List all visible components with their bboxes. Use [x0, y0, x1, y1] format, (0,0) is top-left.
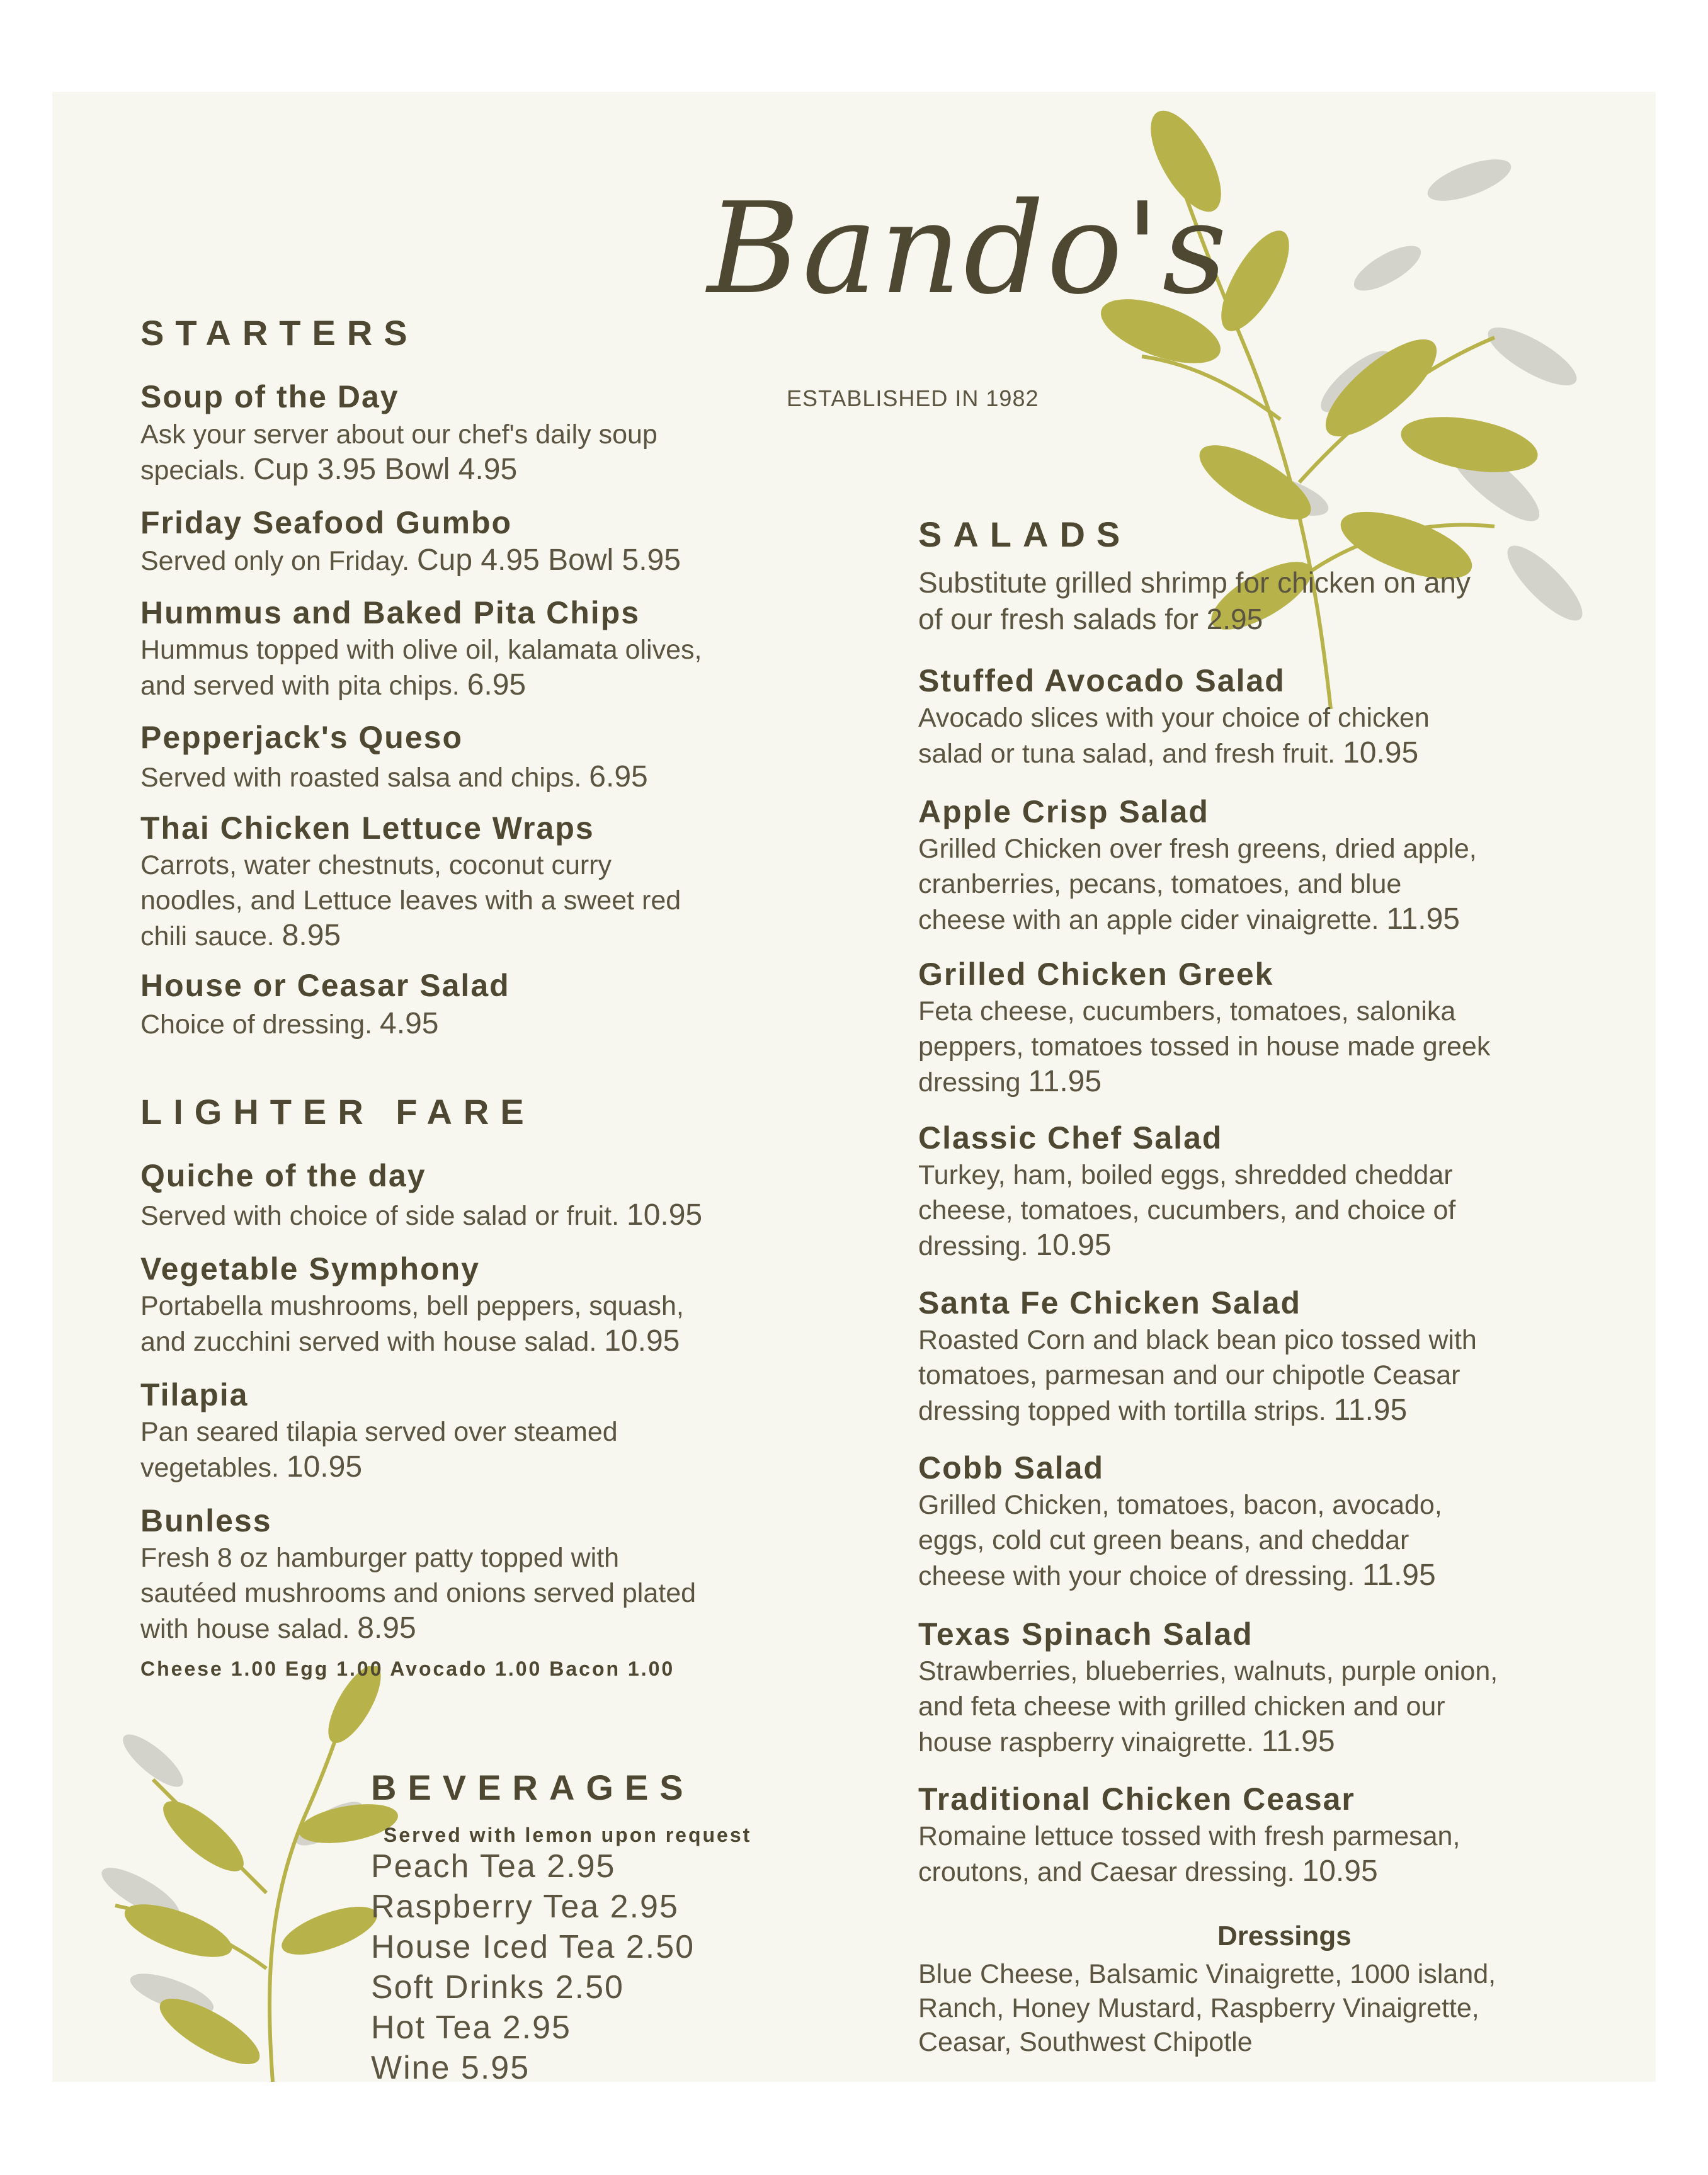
item-name: Santa Fe Chicken Salad	[918, 1285, 1302, 1320]
item-description: Served with roasted salsa and chips. 6.95	[140, 760, 648, 793]
item-description: Roasted Corn and black bean pico tossed with tomatoes, parmesan and our chipotle Ceasar dressing topped with tortilla strips. 11.95	[918, 1325, 1477, 1427]
item-name: House or Ceasar Salad	[140, 968, 510, 1003]
item-description: Carrots, water chestnuts, coconut curry noodles, and Lettuce leaves with a sweet red chili sauce. 8.95	[140, 850, 681, 952]
menu-sheet	[52, 92, 1656, 2082]
restaurant-logo: Bando's	[707, 176, 1230, 322]
item-price: Cup 4.95 Bowl 5.95	[416, 543, 681, 577]
beverage-item: Raspberry Tea 2.95	[371, 1888, 679, 1925]
item-name: Tilapia	[140, 1377, 249, 1412]
item-description: Turkey, ham, boiled eggs, shredded cheddar cheese, tomatoes, cucumbers, and choice of dressing. 10.95	[918, 1160, 1456, 1262]
item-name: Classic Chef Salad	[918, 1120, 1223, 1156]
item-price: 11.95	[1261, 1725, 1335, 1758]
item-price: 6.95	[589, 760, 648, 793]
established-tagline: ESTABLISHED IN 1982	[787, 385, 1039, 411]
beverage-item: Peach Tea 2.95	[371, 1848, 616, 1885]
addons-line: Cheese 1.00 Egg 1.00 Avocado 1.00 Bacon 1.00	[140, 1657, 675, 1680]
item-price: 11.95	[1333, 1394, 1408, 1427]
beverage-item: Wine 5.95	[371, 2050, 530, 2082]
item-price: 10.95	[286, 1450, 363, 1484]
starters-heading: STARTERS	[140, 313, 419, 353]
item-name: Apple Crisp Salad	[918, 794, 1209, 829]
item-price: Cup 3.95 Bowl 4.95	[253, 453, 518, 486]
item-name: Quiche of the day	[140, 1158, 426, 1193]
item-price: 11.95	[1362, 1559, 1436, 1592]
item-price: 10.95	[604, 1324, 680, 1358]
item-description: Served only on Friday. Cup 4.95 Bowl 5.95	[140, 543, 681, 577]
item-description: Avocado slices with your choice of chicken salad or tuna salad, and fresh fruit. 10.95	[918, 703, 1430, 769]
item-name: Traditional Chicken Ceasar	[918, 1781, 1355, 1817]
item-name: Stuffed Avocado Salad	[918, 663, 1285, 698]
item-description: Portabella mushrooms, bell peppers, squash, and zucchini served with house salad. 10.95	[140, 1291, 684, 1358]
item-name: Friday Seafood Gumbo	[140, 505, 513, 540]
item-description: Pan seared tilapia served over steamed vegetables. 10.95	[140, 1417, 618, 1484]
beverage-item: House Iced Tea 2.50	[371, 1929, 695, 1965]
beverages-heading: BEVERAGES	[371, 1768, 695, 1807]
item-description: Fresh 8 oz hamburger patty topped with sautéed mushrooms and onions served plated with house salad. 8.95	[140, 1543, 697, 1645]
lighter-fare-heading: LIGHTER FARE	[140, 1092, 535, 1132]
beverages-note: Served with lemon upon request	[384, 1824, 752, 1846]
item-price: 10.95	[1343, 736, 1419, 769]
item-name: Bunless	[140, 1503, 272, 1538]
item-price: 11.95	[1386, 902, 1460, 936]
item-price: 10.95	[1035, 1229, 1112, 1262]
item-description: Hummus topped with olive oil, kalamata olives, and served with pita chips. 6.95	[140, 635, 702, 701]
salads-heading: SALADS	[918, 514, 1132, 554]
salads-intro: Substitute grilled shrimp for chicken on any of our fresh salads for 2.95	[918, 566, 1471, 635]
item-price: 8.95	[282, 919, 341, 952]
item-description: Feta cheese, cucumbers, tomatoes, salonika peppers, tomatoes tossed in house made greek dressing 11.95	[918, 996, 1491, 1098]
leaf-branch-bottom-icon	[77, 1666, 405, 2082]
dressings-list: Blue Cheese, Balsamic Vinaigrette, 1000 island, Ranch, Honey Mustard, Raspberry Vinaigrette, Ceasar, Southwest Chipotle	[918, 1959, 1496, 2057]
item-name: Grilled Chicken Greek	[918, 957, 1274, 992]
item-price: 10.95	[627, 1198, 703, 1232]
item-name: Vegetable Symphony	[140, 1251, 480, 1286]
item-name: Hummus and Baked Pita Chips	[140, 595, 640, 630]
item-price: 6.95	[467, 668, 527, 701]
beverage-item: Hot Tea 2.95	[371, 2009, 571, 2046]
beverage-item: Soft Drinks 2.50	[371, 1969, 624, 2006]
item-description: Strawberries, blueberries, walnuts, purple onion, and feta cheese with grilled chicken and our house raspberry vinaigrette. 11.95	[918, 1656, 1498, 1758]
item-name: Thai Chicken Lettuce Wraps	[140, 810, 595, 846]
item-price: 8.95	[357, 1611, 416, 1645]
dressings-heading: Dressings	[1217, 1921, 1352, 1951]
item-name: Texas Spinach Salad	[918, 1616, 1253, 1652]
item-description: Romaine lettuce tossed with fresh parmesan, croutons, and Caesar dressing. 10.95	[918, 1821, 1460, 1888]
item-description: Served with choice of side salad or fruit. 10.95	[140, 1198, 703, 1232]
item-description: Choice of dressing. 4.95	[140, 1007, 439, 1040]
item-price: 10.95	[1302, 1854, 1378, 1888]
item-price: 11.95	[1028, 1065, 1102, 1098]
item-name: Cobb Salad	[918, 1450, 1105, 1485]
item-description: Grilled Chicken, tomatoes, bacon, avocado, eggs, cold cut green beans, and cheddar cheese with your choice of dressing. 11.95	[918, 1490, 1442, 1592]
item-description: Ask your server about our chef's daily soup specials. Cup 3.95 Bowl 4.95	[140, 419, 658, 486]
item-name: Soup of the Day	[140, 379, 399, 414]
item-name: Pepperjack's Queso	[140, 720, 464, 755]
item-description: Grilled Chicken over fresh greens, dried apple, cranberries, pecans, tomatoes, and blue cheese with an apple cider vinaigrette. 11.95	[918, 834, 1477, 936]
item-price: 4.95	[380, 1007, 439, 1040]
